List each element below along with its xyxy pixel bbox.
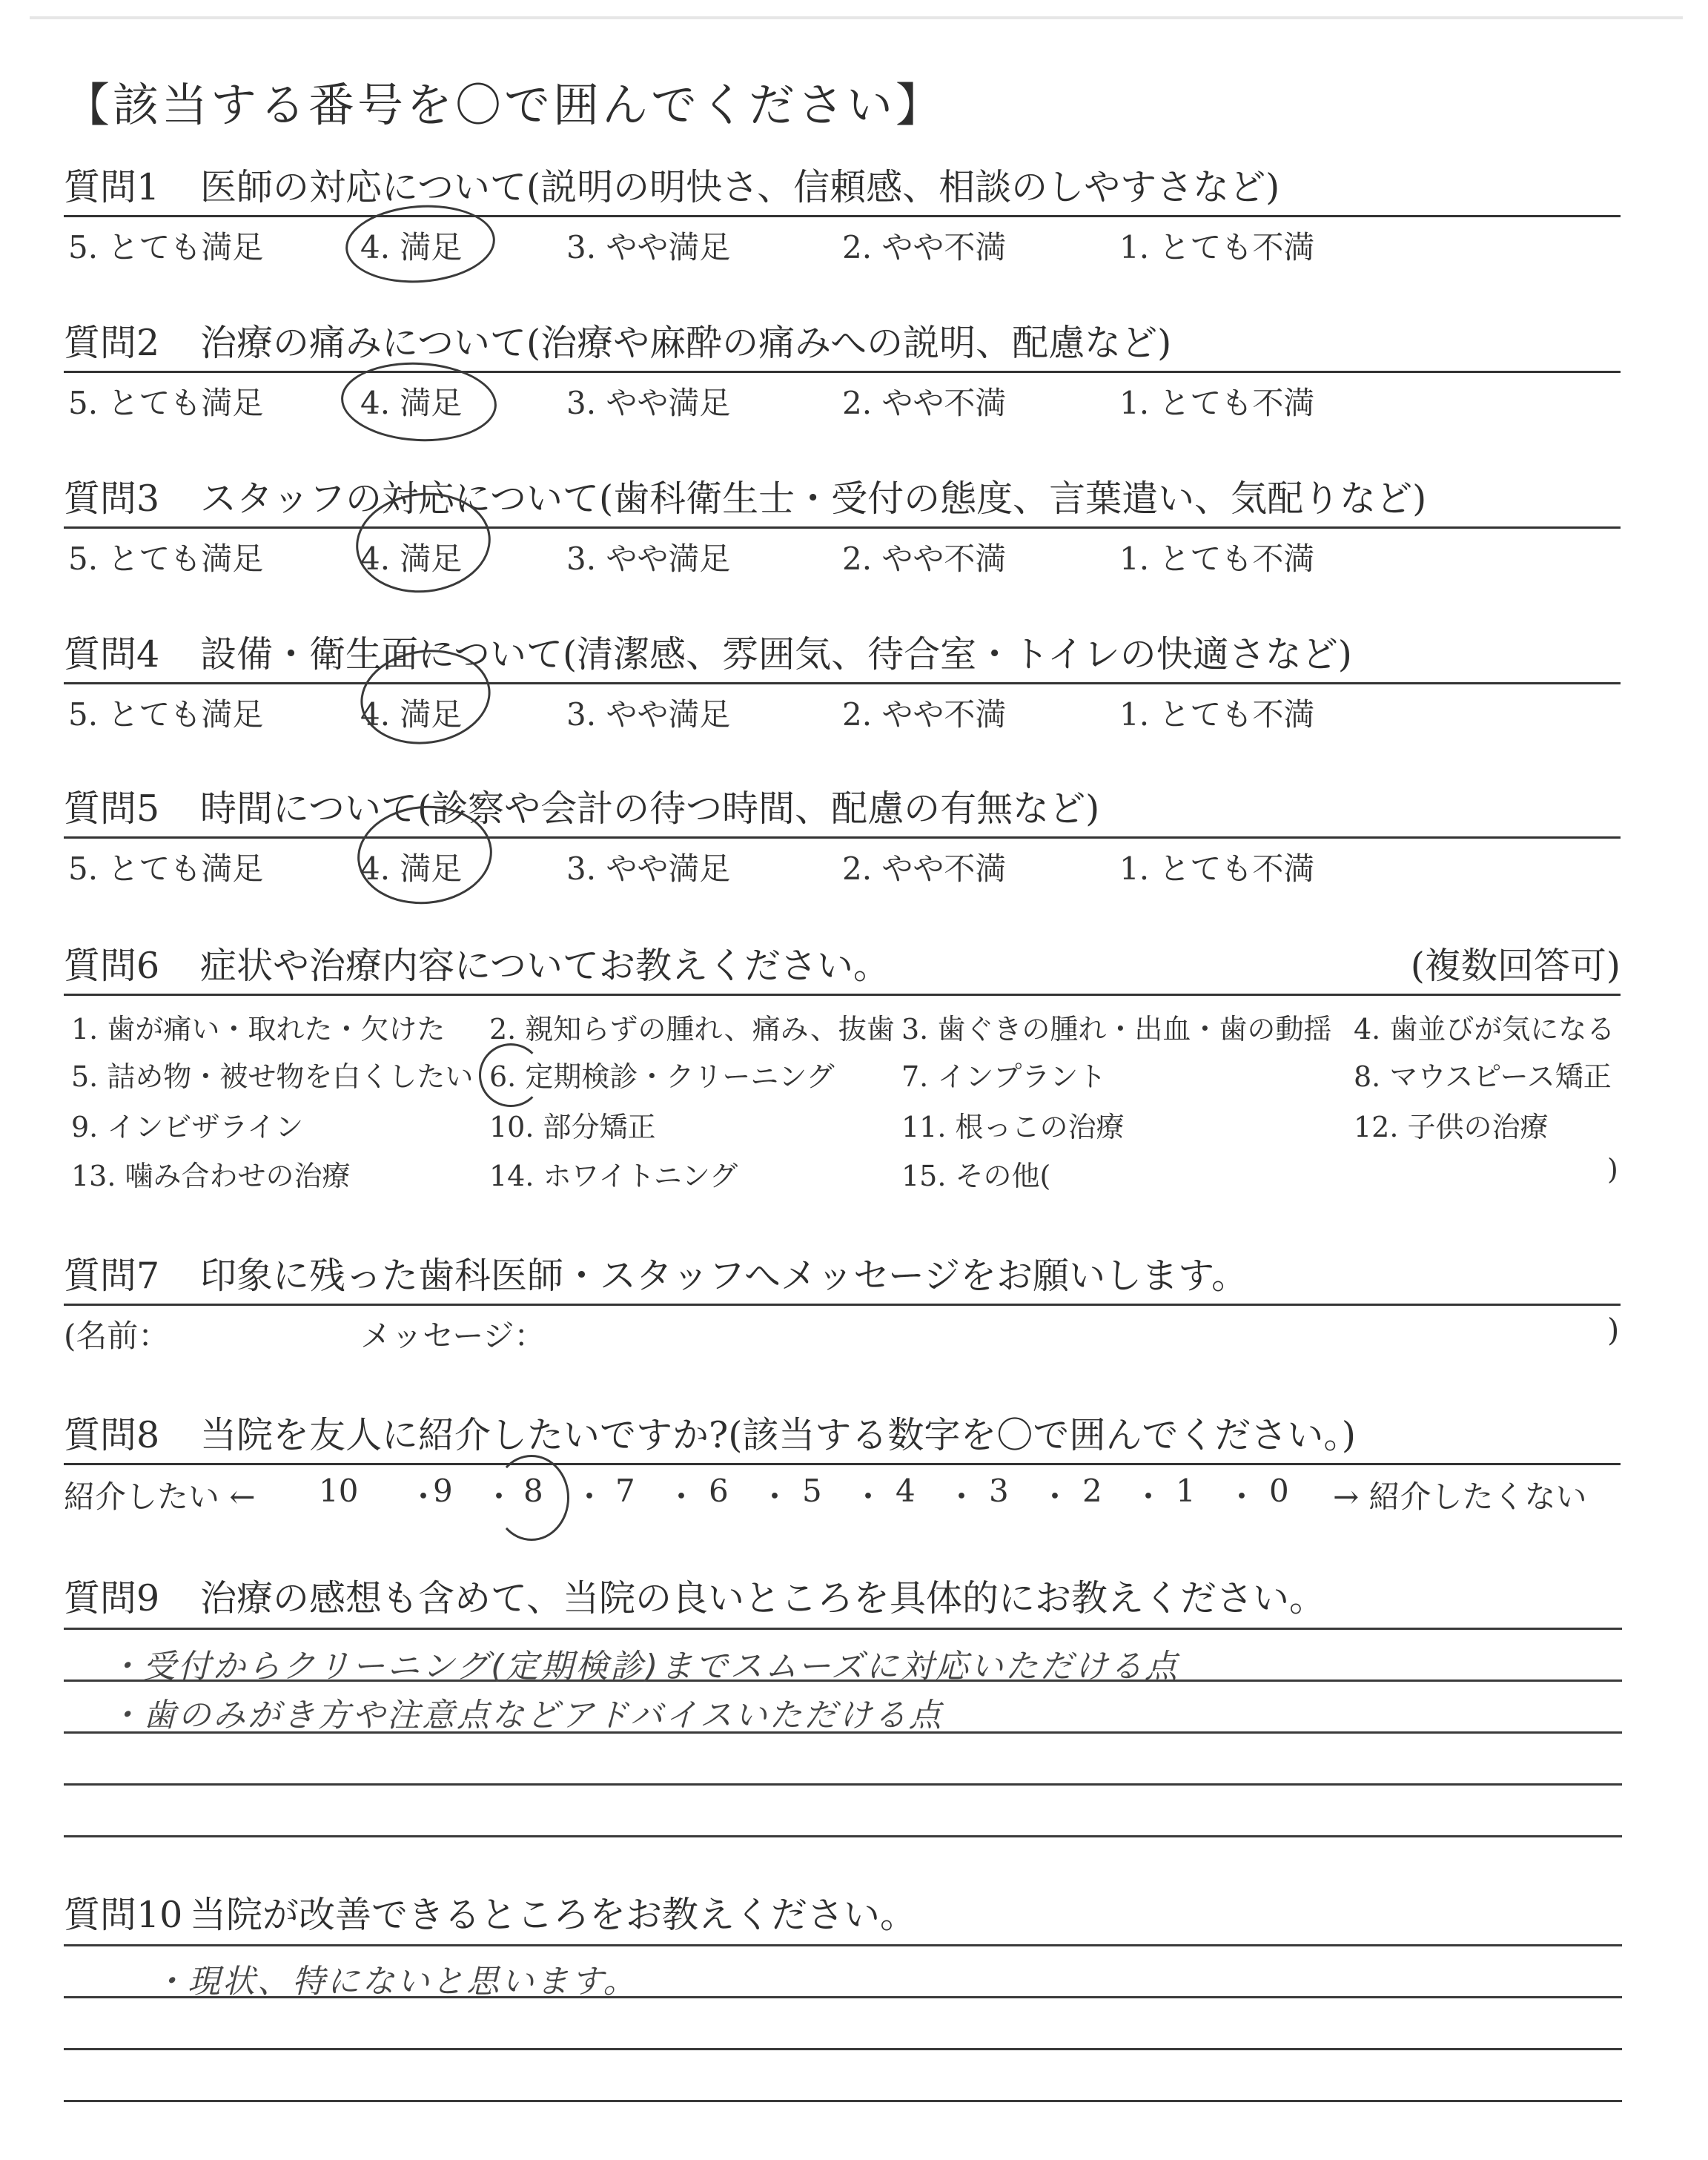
option-3[interactable]: 3. やや満足 — [566, 385, 731, 421]
symptom-row-2 — [64, 1048, 1621, 1100]
symptom-15-other[interactable]: 15. その他( — [901, 1160, 1051, 1192]
message-label: メッセージ： — [360, 1318, 546, 1354]
question-number: 質問6 — [64, 945, 160, 987]
handwritten-answer-1: ・受付からクリーニング(定期検診)までスムーズに対応いただける点 — [108, 1648, 1180, 1685]
recommend-left-label: 紹介したい ← — [64, 1479, 256, 1515]
option-2[interactable]: 2. やや不満 — [842, 229, 1007, 265]
question-number: 質問2 — [64, 322, 160, 364]
rating-options — [64, 373, 1621, 419]
option-2[interactable]: 2. やや不満 — [842, 385, 1007, 421]
question-number: 質問4 — [64, 633, 160, 676]
question-9 — [64, 1576, 1621, 1622]
question-text: 印象に残った歯科医師・スタッフへメッセージをお願いします。 — [200, 1255, 1248, 1297]
option-1[interactable]: 1. とても不満 — [1119, 541, 1315, 577]
question-number: 質問7 — [64, 1255, 160, 1297]
symptom-11[interactable]: 11. 根っこの治療 — [901, 1111, 1125, 1143]
separator-dot: ・ — [946, 1479, 978, 1515]
symptom-14[interactable]: 14. ホワイトニング — [489, 1160, 738, 1192]
question-text: スタッフの対応について(歯科衛生士・受付の態度、言葉遣い、気配りなど) — [200, 478, 1427, 520]
score-7[interactable]: 7 — [615, 1473, 635, 1509]
score-3[interactable]: 3 — [989, 1473, 1009, 1509]
other-close-paren: ) — [1607, 1153, 1618, 1186]
symptom-row-3 — [64, 1100, 1621, 1152]
question-number: 質問1 — [64, 166, 160, 208]
symptom-9[interactable]: 9. インビザライン — [71, 1111, 304, 1143]
option-4-selected[interactable]: 4. 満足 — [360, 541, 463, 577]
answer-line — [64, 1835, 1622, 1837]
top-edge-line — [30, 16, 1683, 19]
symptom-8[interactable]: 8. マウスピース矯正 — [1354, 1060, 1612, 1093]
message-row — [64, 1306, 1621, 1352]
symptom-10[interactable]: 10. 部分矯正 — [489, 1111, 656, 1143]
symptom-2[interactable]: 2. 親知らずの腫れ、痛み、抜歯 — [489, 1013, 895, 1046]
option-1[interactable]: 1. とても不満 — [1119, 229, 1315, 265]
answer-line — [64, 1783, 1622, 1786]
question-text: 医師の対応について(説明の明快さ、信頼感、相談のしやすさなど) — [200, 166, 1280, 208]
answer-line — [64, 1628, 1622, 1630]
option-4-selected[interactable]: 4. 満足 — [360, 229, 463, 265]
question-5 — [64, 786, 1621, 885]
symptom-7[interactable]: 7. インプラント — [901, 1060, 1107, 1093]
handwritten-answer-1: ・現状、特にないと思います。 — [153, 1963, 638, 2001]
name-label: (名前： — [64, 1318, 170, 1354]
score-8-selected[interactable]: 8 — [523, 1473, 543, 1509]
recommend-scale — [64, 1465, 1621, 1517]
separator-dot: ・ — [853, 1479, 884, 1515]
symptom-6-selected[interactable]: 6. 定期検診・クリーニング — [489, 1060, 835, 1093]
page-heading: 【該当する番号を〇で囲んでください】 — [64, 78, 945, 132]
option-2[interactable]: 2. やや不満 — [842, 851, 1007, 887]
question-number: 質問8 — [64, 1414, 160, 1456]
selection-circle — [479, 1043, 543, 1107]
selection-circle — [343, 200, 498, 288]
answer-line — [64, 2048, 1622, 2050]
rating-options — [64, 684, 1621, 733]
option-5[interactable]: 5. とても満足 — [68, 541, 264, 577]
score-9[interactable]: 9 — [433, 1473, 453, 1509]
separator-dot: ・ — [1226, 1479, 1258, 1515]
option-4-selected[interactable]: 4. 満足 — [360, 385, 463, 421]
option-5[interactable]: 5. とても満足 — [68, 851, 264, 887]
separator-dot: ・ — [1133, 1479, 1165, 1515]
score-10[interactable]: 10 — [319, 1473, 359, 1509]
question-8 — [64, 1413, 1621, 1517]
question-text: 時間について(診察や会計の待つ時間、配慮の有無など) — [200, 787, 1100, 830]
option-3[interactable]: 3. やや満足 — [566, 541, 731, 577]
separator-dot: ・ — [1039, 1479, 1071, 1515]
separator-dot: ・ — [666, 1479, 698, 1515]
question-2 — [64, 320, 1621, 419]
rating-options — [64, 217, 1621, 263]
question-number: 質問9 — [64, 1577, 160, 1619]
option-1[interactable]: 1. とても不満 — [1119, 851, 1315, 887]
score-4[interactable]: 4 — [896, 1473, 916, 1509]
answer-line — [64, 2100, 1622, 2102]
separator-dot: ・ — [574, 1479, 606, 1515]
question-text: 設備・衛生面について(清潔感、雰囲気、待合室・トイレの快適さなど) — [200, 633, 1352, 676]
question-1 — [64, 165, 1621, 263]
question-text: 当院を友人に紹介したいですか?(該当する数字を〇で囲んでください。) — [200, 1414, 1357, 1456]
option-3[interactable]: 3. やや満足 — [566, 229, 731, 265]
option-5[interactable]: 5. とても満足 — [68, 696, 264, 733]
question-text: 症状や治療内容についてお教えください。 — [200, 945, 890, 987]
rating-options — [64, 839, 1621, 885]
question-4 — [64, 632, 1621, 733]
question-number: 質問10 — [64, 1894, 183, 1936]
recommend-right-label: → 紹介したくない — [1333, 1479, 1587, 1515]
symptom-1[interactable]: 1. 歯が痛い・取れた・欠けた — [71, 1013, 446, 1046]
option-3[interactable]: 3. やや満足 — [566, 696, 731, 733]
option-5[interactable]: 5. とても満足 — [68, 229, 264, 265]
symptom-13[interactable]: 13. 噛み合わせの治療 — [71, 1160, 351, 1192]
symptom-4[interactable]: 4. 歯並びが気になる — [1354, 1013, 1615, 1046]
handwritten-answer-2: ・歯のみがき方や注意点などアドバイスいただける点 — [108, 1697, 944, 1734]
selection-circle — [494, 1455, 569, 1541]
option-2[interactable]: 2. やや不満 — [842, 696, 1007, 733]
separator-dot: ・ — [759, 1479, 791, 1515]
option-3[interactable]: 3. やや満足 — [566, 851, 731, 887]
question-text: 当院が改善できるところをお教えください。 — [190, 1894, 917, 1936]
separator-dot: ・ — [483, 1479, 515, 1515]
question-3 — [64, 476, 1621, 575]
question-7 — [64, 1253, 1621, 1352]
symptom-row-4 — [64, 1152, 1621, 1203]
option-1[interactable]: 1. とても不満 — [1119, 385, 1315, 421]
separator-dot: ・ — [408, 1479, 440, 1515]
symptom-12[interactable]: 12. 子供の治療 — [1354, 1111, 1549, 1143]
option-1[interactable]: 1. とても不満 — [1119, 696, 1315, 733]
score-6[interactable]: 6 — [709, 1473, 729, 1509]
symptom-5[interactable]: 5. 詰め物・被せ物を白くしたい — [71, 1060, 474, 1093]
question-number: 質問5 — [64, 787, 160, 830]
option-5[interactable]: 5. とても満足 — [68, 385, 264, 421]
option-4-selected[interactable]: 4. 満足 — [360, 696, 463, 733]
score-0[interactable]: 0 — [1269, 1473, 1289, 1509]
score-5[interactable]: 5 — [802, 1473, 822, 1509]
message-close-paren: ) — [1607, 1312, 1620, 1348]
question-10 — [64, 1892, 1621, 1938]
question-number: 質問3 — [64, 478, 160, 520]
question-text: 治療の痛みについて(治療や麻酔の痛みへの説明、配慮など) — [200, 322, 1172, 364]
option-4-selected[interactable]: 4. 満足 — [360, 851, 463, 887]
score-2[interactable]: 2 — [1082, 1473, 1102, 1509]
rating-options — [64, 529, 1621, 575]
multiple-answers-note: (複数回答可) — [1410, 945, 1621, 987]
score-1[interactable]: 1 — [1176, 1473, 1196, 1509]
symptom-row-1 — [64, 996, 1621, 1048]
question-6 — [64, 943, 1621, 1203]
question-text: 治療の感想も含めて、当院の良いところを具体的にお教えください。 — [200, 1577, 1326, 1619]
answer-line — [64, 1944, 1622, 1946]
option-2[interactable]: 2. やや不満 — [842, 541, 1007, 577]
symptom-3[interactable]: 3. 歯ぐきの腫れ・出血・歯の動揺 — [901, 1013, 1332, 1046]
